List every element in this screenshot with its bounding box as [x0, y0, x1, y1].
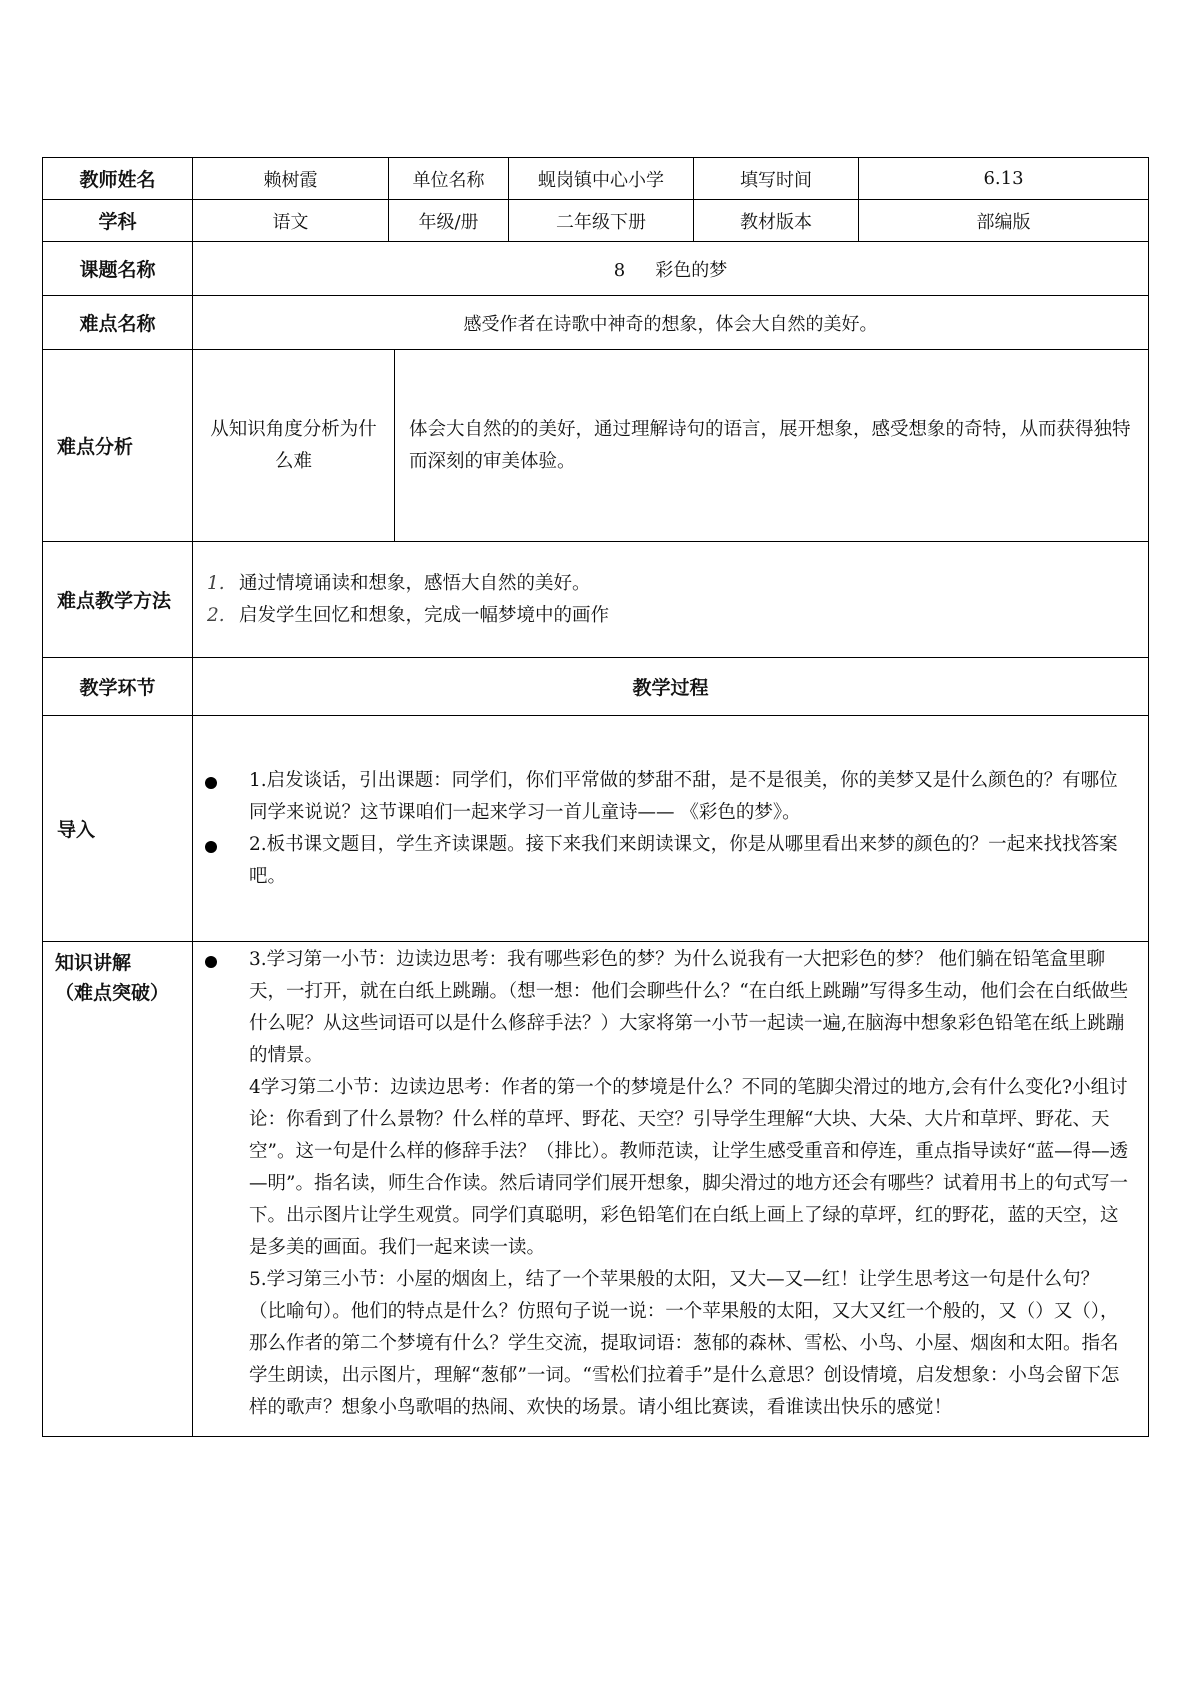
lesson-content-table	[42, 241, 1149, 1437]
topic-value	[193, 242, 1149, 296]
process-title: 教学过程	[193, 658, 1149, 716]
header-row-2	[43, 200, 1149, 242]
bullet-icon	[205, 956, 217, 968]
grade-value: 二年级下册	[509, 200, 694, 242]
difficulty-name-label: 难点名称	[43, 296, 193, 350]
textbook-version-value: 部编版	[859, 200, 1149, 242]
header-row-1	[43, 158, 1149, 200]
header-info-table	[42, 157, 1149, 242]
knowledge-label	[43, 942, 193, 1437]
subject-value: 语文	[193, 200, 389, 242]
bullet-icon	[205, 777, 217, 789]
knowledge-label-line2: （难点突破）	[55, 982, 170, 1004]
subject-label: 学科	[43, 200, 193, 242]
grade-label: 年级/册	[389, 200, 509, 242]
textbook-version-label: 教材版本	[694, 200, 859, 242]
intro-list	[193, 765, 1148, 893]
unit-name-value: 蚬岗镇中心小学	[509, 158, 694, 200]
method-list	[193, 568, 1148, 632]
difficulty-analysis-sublabel: 从知识角度分析为什么难	[193, 350, 395, 542]
intro-item-1: 1.启发谈话，引出课题：同学们，你们平常做的梦甜不甜，是不是很美，你的美梦又是什么颜色的？有哪位同学来说说？这节课咱们一起来学习一首儿童诗—— 《彩色的梦》。	[193, 765, 1148, 829]
knowledge-paragraph-3: 5.学习第三小节：小屋的烟囱上，结了一个苹果般的太阳，又大—又—红！让学生思考这一句是什么句？（比喻句）。他们的特点是什么？仿照句子说一说：一个苹果般的太阳，又大又红一个般的，又（）又（），那么作者的第二个梦境有什么？学生交流，提取词语：葱郁的森林、雪松、小鸟、小屋、烟囱和太阳。指名学生朗读，出示图片，理解“葱郁”一词。“雪松们拉着手”是什么意思？创设情境，启发想象：小鸟会留下怎样的歌声？想象小鸟歌唱的热闹、欢快的场景。请小组比赛读，看谁读出快乐的感觉！	[249, 1269, 1120, 1418]
knowledge-paragraph-2: 4学习第二小节：边读边思考：作者的第一个的梦境是什么？不同的笔脚尖滑过的地方,会有什么变化?小组讨论：你看到了什么景物？什么样的草坪、野花、天空？引导学生理解“大块、大朵、大片和草坪、野花、天空”。这一句是什么样的修辞手法？（排比）。教师范读，让学生感受重音和停连，重点指导读好“蓝—得—透—明”。指名读，师生合作读。然后请同学们展开想象，脚尖滑过的地方还会有哪些？试着用书上的句式写一下。出示图片让学生观赏。同学们真聪明，彩色铅笔们在白纸上画上了绿的草坪，红的野花，蓝的天空，这是多美的画面。我们一起来读一读。	[249, 1077, 1129, 1258]
difficulty-name-value: 感受作者在诗歌中神奇的想象，体会大自然的美好。	[193, 296, 1149, 350]
method-content	[193, 542, 1149, 658]
intro-label: 导入	[43, 716, 193, 942]
difficulty-analysis-row	[43, 350, 1149, 542]
method-row	[43, 542, 1149, 658]
process-header-row	[43, 658, 1149, 716]
method-item: 1. 通过情境诵读和想象，感悟大自然的美好。	[207, 572, 591, 594]
knowledge-content	[193, 942, 1149, 1437]
teacher-name-label: 教师姓名	[43, 158, 193, 200]
topic-row	[43, 242, 1149, 296]
intro-row	[43, 716, 1149, 942]
knowledge-label-line1: 知识讲解	[55, 952, 132, 974]
method-label: 难点教学方法	[43, 542, 193, 658]
knowledge-row	[43, 942, 1149, 1437]
fill-time-label: 填写时间	[694, 158, 859, 200]
topic-title: 彩色的梦	[655, 259, 728, 281]
topic-label: 课题名称	[43, 242, 193, 296]
bullet-icon	[205, 841, 217, 853]
method-item: 2. 启发学生回忆和想象，完成一幅梦境中的画作	[207, 604, 610, 626]
difficulty-analysis-label: 难点分析	[43, 350, 193, 542]
intro-content	[193, 716, 1149, 942]
unit-name-label: 单位名称	[389, 158, 509, 200]
process-stage-label: 教学环节	[43, 658, 193, 716]
knowledge-item-1: 3.学习第一小节：边读边思考：我有哪些彩色的梦？为什么说我有一大把彩色的梦？ 他们躺在铅笔盒里聊天，一打开，就在白纸上跳蹦。（想一想：他们会聊些什么？“在白纸上跳蹦”写得多生动，他们会在白纸做些什么呢？从这些词语可以是什么修辞手法？）大家将第一小节一起读一遍,在脑海中想象彩色铅笔在纸上跳蹦的情景。	[193, 944, 1148, 1072]
difficulty-analysis-text: 体会大自然的的美好，通过理解诗句的语言，展开想象，感受想象的奇特，从而获得独特而深刻的审美体验。	[395, 350, 1149, 542]
fill-time-value: 6.13	[859, 158, 1149, 200]
intro-item-2: 2.板书课文题目，学生齐读课题。接下来我们来朗读课文，你是从哪里看出来梦的颜色的？一起来找找答案吧。	[193, 829, 1148, 893]
teacher-name-value: 赖树霞	[193, 158, 389, 200]
knowledge-list	[193, 944, 1148, 1072]
topic-number: 8	[613, 259, 626, 281]
difficulty-name-row	[43, 296, 1149, 350]
